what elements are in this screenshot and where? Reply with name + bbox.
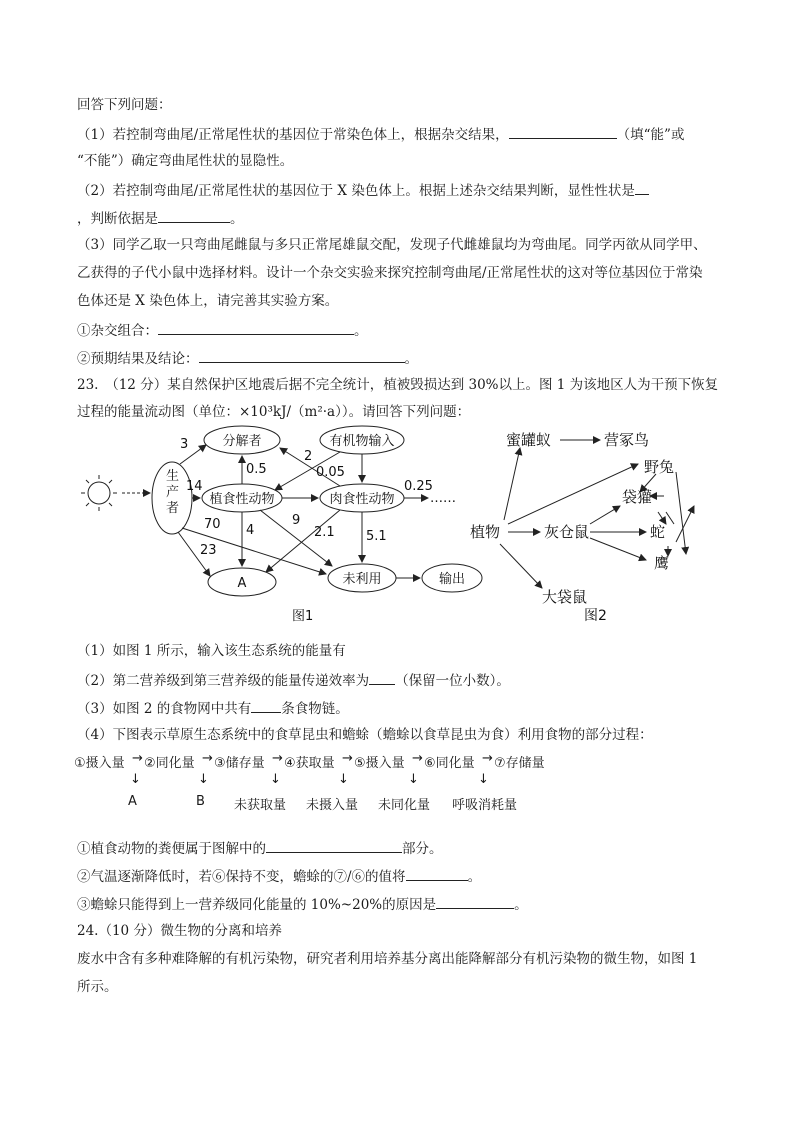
producer-label-3: 者 [166,501,180,516]
producer-label-2: 产 [166,485,180,500]
text-line: 色体还是 X 染色体上，请完善其实验方案。 [77,293,339,309]
answer-blank[interactable] [266,838,402,853]
question-2-text: ，判断依据是 [77,211,158,227]
punct: 。 [354,323,368,339]
civet-node: 袋獾 [622,488,653,506]
plant-node: 植物 [470,523,501,541]
carnivore-node: 肉食性动物 [329,492,395,507]
decomposer-node: 分解者 [222,434,262,449]
value-label: 3 [180,437,189,452]
figure-2-caption: 图2 [584,608,607,624]
value-label: 2 [304,449,313,464]
organic-input-node: 有机物输入 [329,434,395,449]
answer-blank[interactable] [436,894,514,909]
value-label: 0.5 [246,462,267,477]
arrow-down-icon: ↓ [408,772,419,787]
sub-item-2-text: ②气温逐渐降低时，若⑥保持不变，蟾蜍的⑦/⑥的值将 [77,869,406,885]
text-line: 乙获得的子代小鼠中选择材料。设计一个杂交实验来探究控制弯曲尾/正常尾性状的这对等位基因位于常染 [77,265,703,281]
sub-item-3-text: ③蟾蜍只能得到上一营养级同化能量的 10%~20%的原因是 [77,897,437,913]
eagle-node: 鹰 [654,554,670,572]
question-2-line [77,180,649,200]
expected-result-label: ②预期结果及结论： [77,351,199,367]
value-label: 14 [186,479,203,494]
punct: 。 [467,869,482,885]
arrow-right-icon: → [482,751,493,766]
arrow-down-icon: ↓ [338,772,349,787]
question-23-heading: 23. （12 分）某自然保护区地震后据不完全统计，植被毁损达到 30%以上。图 1 为该地区人为干预下恢复 [77,377,719,393]
chain-branch: B [196,794,205,809]
sub-question-3 [77,698,349,718]
arrow-right-icon: → [202,751,213,766]
answer-blank[interactable] [406,866,468,881]
herbivore-node: 植食性动物 [209,492,275,507]
chain-step: ⑦存储量 [494,756,545,771]
chain-step: ①摄入量 [74,756,125,771]
value-label: 2.1 [314,525,335,540]
chain-branch: A [128,794,137,809]
value-label: 5.1 [366,529,387,544]
chain-branch: 未获取量 [234,798,287,813]
figure-1-caption: 图1 [292,609,314,624]
honeyeater-node: 营冢鸟 [604,431,650,449]
value-label: 70 [204,517,221,532]
expected-result-line [77,348,418,368]
honey-ant-node: 蜜罐蚁 [506,431,552,449]
question-1-text: （1）若控制弯曲尾/正常尾性状的基因位于常染色体上，根据杂交结果， [77,127,509,143]
chain-branch: 呼吸消耗量 [452,798,518,813]
sub-item-1 [77,838,443,858]
arrow-right-icon: → [132,751,143,766]
answer-blank[interactable] [251,698,281,713]
chain-step: ⑤摄入量 [354,756,405,771]
answer-blank[interactable] [199,348,405,363]
sun-icon [88,482,110,504]
arrow-down-icon: ↓ [130,772,141,787]
snake-node: 蛇 [650,523,666,541]
text-line: “不能”）确定弯曲尾性状的显隐性。 [77,153,294,169]
sub-question-4: （4）下图表示草原生态系统中的食草昆虫和蟾蜍（蟾蜍以食草昆虫为食）利用食物的部分过程： [77,727,653,743]
question-24-heading: 24.（10 分）微生物的分离和培养 [77,923,282,939]
chain-branch: 未同化量 [378,798,431,813]
answer-blank[interactable] [158,208,230,223]
sub-question-2-text: （2）第二营养级到第三营养级的能量传递效率为 [77,673,370,689]
arrow-right-icon: → [412,751,423,766]
text-line: 所示。 [77,979,118,995]
question-1-text-end: （填“能”或 [616,127,685,143]
arrow-down-icon: ↓ [198,772,209,787]
text-line: 回答下列问题： [77,97,172,113]
question-2-text: （2）若控制弯曲尾/正常尾性状的基因位于 X 染色体上。根据上述杂交结果判断，显性性状是 [77,183,635,199]
answer-blank[interactable] [509,124,617,139]
sub-item-1-text-end: 部分。 [402,841,443,857]
arrow-right-icon: → [272,751,283,766]
answer-blank[interactable] [635,180,649,195]
sub-question-2 [77,670,510,690]
hare-node: 野兔 [644,458,675,476]
cross-combo-line [77,320,368,340]
cross-combo-label: ①杂交组合： [77,323,158,339]
text-line: 废水中含有多种难降解的有机污染物，研究者利用培养基分离出能降解部分有机污染物的微生物，如图 1 [77,951,698,967]
arrow-right-icon: → [342,751,353,766]
big-rat-node: 大袋鼠 [542,588,588,606]
sub-question-2-text-end: （保留一位小数）。 [395,673,510,689]
sub-item-1-text: ①植食动物的粪便属于图解中的 [77,841,266,857]
answer-blank[interactable] [158,320,354,335]
sub-question-3-text-end: 条食物链。 [281,701,349,717]
chain-branch: 未摄入量 [306,798,359,813]
figure-1-energy-flow [70,420,490,630]
value-label: 0.25 [404,479,433,494]
sub-question-3-text: （3）如图 2 的食物网中共有 [77,701,252,717]
unused-node: 未利用 [342,572,382,587]
chain-step: ②同化量 [144,756,195,771]
question-2-line-2 [77,208,244,228]
answer-blank[interactable] [369,670,395,685]
a-node: A [237,576,247,591]
chain-step: ⑥同化量 [424,756,475,771]
question-1-line [77,124,684,144]
rat-node: 灰仓鼠 [544,523,590,541]
punct: 。 [514,897,528,913]
arrow-down-icon: ↓ [270,772,281,787]
chain-step: ③储存量 [214,756,265,771]
value-label: 0.05 [316,465,345,480]
sub-item-2 [77,866,481,886]
value-label: 9 [292,513,301,528]
punct: 。 [404,351,418,367]
value-label: …… [430,491,456,506]
text-line: （3）同学乙取一只弯曲尾雌鼠与多只正常尾雄鼠交配，发现子代雌雄鼠均为弯曲尾。同学丙欲从同学甲、 [77,237,707,253]
energy-process-diagram [74,748,594,818]
text-line: 过程的能量流动图（单位：×10³kJ/（m²·a））。请回答下列问题： [77,404,471,420]
figure-2-food-web [460,420,710,630]
chain-step: ④获取量 [284,756,335,771]
value-label: 4 [246,523,255,538]
punct: 。 [230,211,244,227]
sub-item-3 [77,894,528,914]
sub-question-1: （1）如图 1 所示，输入该生态系统的能量有 [77,643,346,659]
output-node: 输出 [438,572,466,587]
producer-label-1: 生 [166,469,180,484]
arrow-down-icon: ↓ [478,772,489,787]
value-label: 23 [200,543,217,558]
